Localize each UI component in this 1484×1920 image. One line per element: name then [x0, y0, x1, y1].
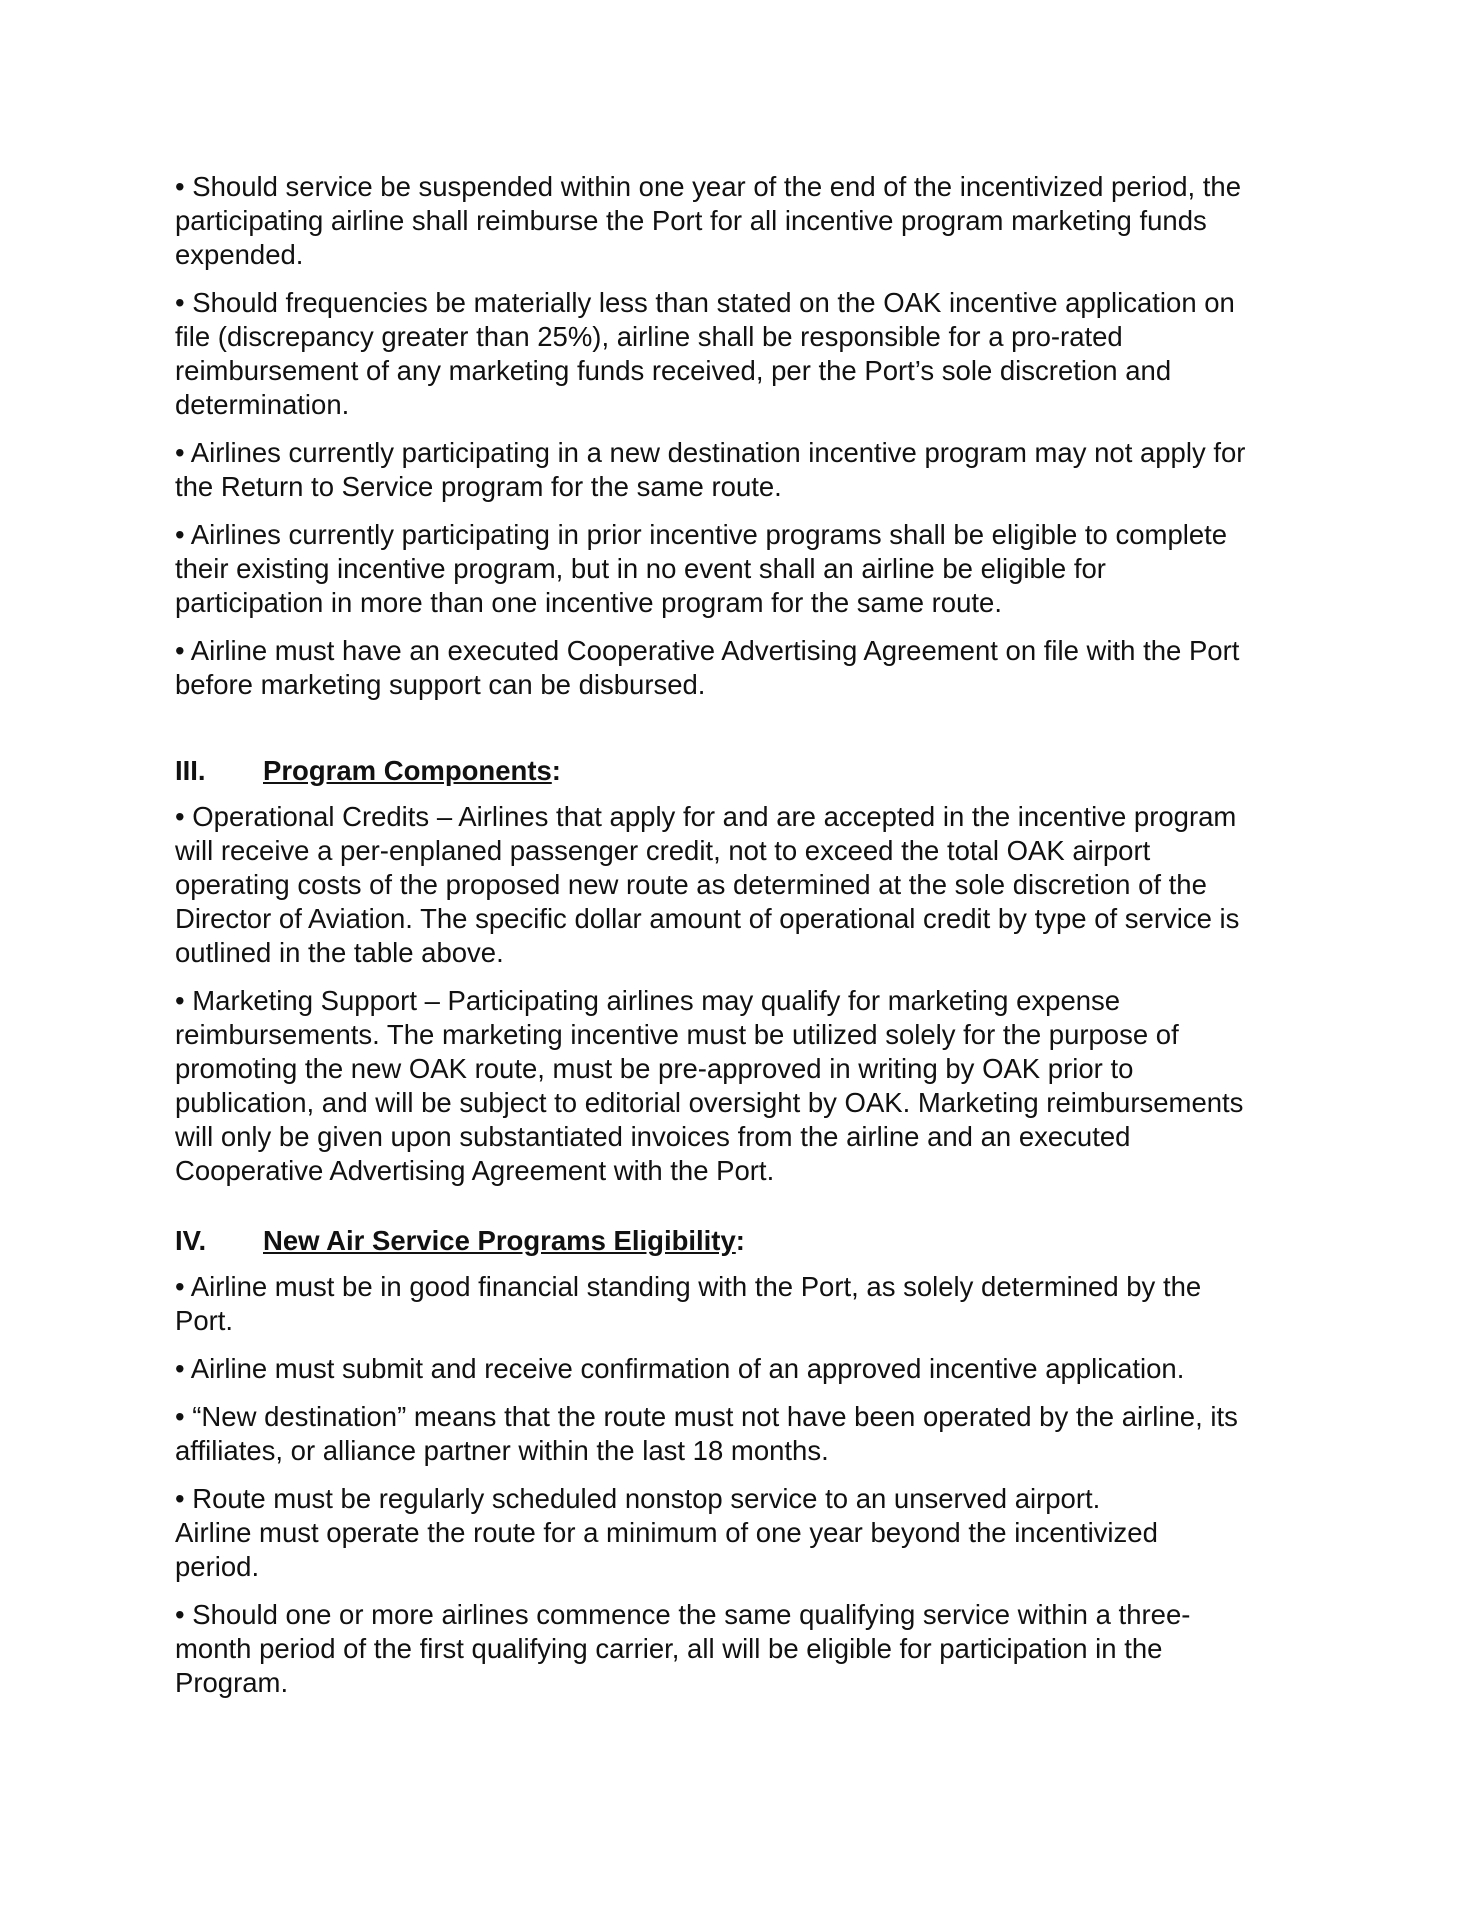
paragraph-line: period. — [175, 1551, 260, 1582]
paragraph-line: • Airline must submit and receive confirmation of an approved incentive application. — [175, 1353, 1185, 1384]
paragraph-line: reimbursements. The marketing incentive must be utilized solely for the purpose of — [175, 1019, 1179, 1050]
section-paragraph — [175, 1270, 1315, 1338]
paragraph-line: reimbursement of any marketing funds received, per the Port’s sole discretion and — [175, 355, 1172, 386]
paragraph-line: Program. — [175, 1667, 289, 1698]
paragraph-line: • Should service be suspended within one year of the end of the incentivized period, the — [175, 171, 1242, 202]
paragraph-line: the Return to Service program for the same route. — [175, 471, 782, 502]
paragraph-line: publication, and will be subject to editorial oversight by OAK. Marketing reimbursements — [175, 1087, 1244, 1118]
paragraph-line: will receive a per-enplaned passenger credit, not to exceed the total OAK airport — [175, 835, 1151, 866]
paragraph-line: Airline must operate the route for a minimum of one year beyond the incentivized — [175, 1517, 1158, 1548]
heading-colon: : — [551, 755, 561, 786]
intro-paragraph — [175, 518, 1315, 620]
paragraph-line: • Route must be regularly scheduled nonstop service to an unserved airport. — [175, 1483, 1101, 1514]
paragraph-line: • Airline must be in good financial standing with the Port, as solely determined by the — [175, 1271, 1202, 1302]
paragraph-line: determination. — [175, 389, 350, 420]
paragraph-line: month period of the first qualifying carrier, all will be eligible for participation in the — [175, 1633, 1163, 1664]
section-paragraph — [175, 1352, 1315, 1386]
paragraph-line: • Should one or more airlines commence the same qualifying service within a three- — [175, 1599, 1191, 1630]
section-paragraph — [175, 984, 1315, 1188]
paragraph-line: • Airlines currently participating in prior incentive programs shall be eligible to complete — [175, 519, 1228, 550]
paragraph-line: participating airline shall reimburse the Port for all incentive program marketing funds — [175, 205, 1207, 236]
section-iv-heading — [175, 1224, 1315, 1258]
intro-section — [175, 170, 1315, 702]
intro-paragraph — [175, 170, 1315, 272]
paragraph-line: Director of Aviation. The specific dollar amount of operational credit by type of service is — [175, 903, 1240, 934]
paragraph-line: expended. — [175, 239, 304, 270]
section-title: New Air Service Programs Eligibility — [263, 1225, 736, 1256]
paragraph-line: before marketing support can be disbursed. — [175, 669, 706, 700]
intro-paragraph — [175, 634, 1315, 702]
paragraph-line: • Airlines currently participating in a new destination incentive program may not apply for — [175, 437, 1246, 468]
section-iii-heading — [175, 754, 1315, 788]
section-paragraph — [175, 1598, 1315, 1700]
section-iii-body — [175, 800, 1315, 1188]
section-paragraph — [175, 1482, 1315, 1584]
paragraph-line: • Should frequencies be materially less than stated on the OAK incentive application on — [175, 287, 1235, 318]
section-paragraph — [175, 1400, 1315, 1468]
section-numeral: IV. — [175, 1225, 207, 1256]
paragraph-line: Port. — [175, 1305, 234, 1336]
paragraph-line: promoting the new OAK route, must be pre-approved in writing by OAK prior to — [175, 1053, 1134, 1084]
paragraph-line: operating costs of the proposed new route as determined at the sole discretion of the — [175, 869, 1207, 900]
paragraph-line: Cooperative Advertising Agreement with the Port. — [175, 1155, 775, 1186]
section-numeral: III. — [175, 755, 206, 786]
document-page — [175, 170, 1315, 1714]
intro-paragraph — [175, 286, 1315, 422]
paragraph-line: • Airline must have an executed Cooperative Advertising Agreement on file with the Port — [175, 635, 1240, 666]
paragraph-line: file (discrepancy greater than 25%), airline shall be responsible for a pro-rated — [175, 321, 1123, 352]
paragraph-line: • “New destination” means that the route must not have been operated by the airline, its — [175, 1401, 1238, 1432]
heading-colon: : — [735, 1225, 745, 1256]
paragraph-line: outlined in the table above. — [175, 937, 504, 968]
paragraph-line: • Operational Credits – Airlines that apply for and are accepted in the incentive program — [175, 801, 1237, 832]
paragraph-line: will only be given upon substantiated invoices from the airline and an executed — [175, 1121, 1131, 1152]
paragraph-line: participation in more than one incentive program for the same route. — [175, 587, 1002, 618]
paragraph-line: • Marketing Support – Participating airlines may qualify for marketing expense — [175, 985, 1121, 1016]
section-title: Program Components — [263, 755, 552, 786]
intro-paragraph — [175, 436, 1315, 504]
section-iv-body — [175, 1270, 1315, 1700]
paragraph-line: affiliates, or alliance partner within the last 18 months. — [175, 1435, 829, 1466]
section-paragraph — [175, 800, 1315, 970]
paragraph-line: their existing incentive program, but in no event shall an airline be eligible for — [175, 553, 1106, 584]
